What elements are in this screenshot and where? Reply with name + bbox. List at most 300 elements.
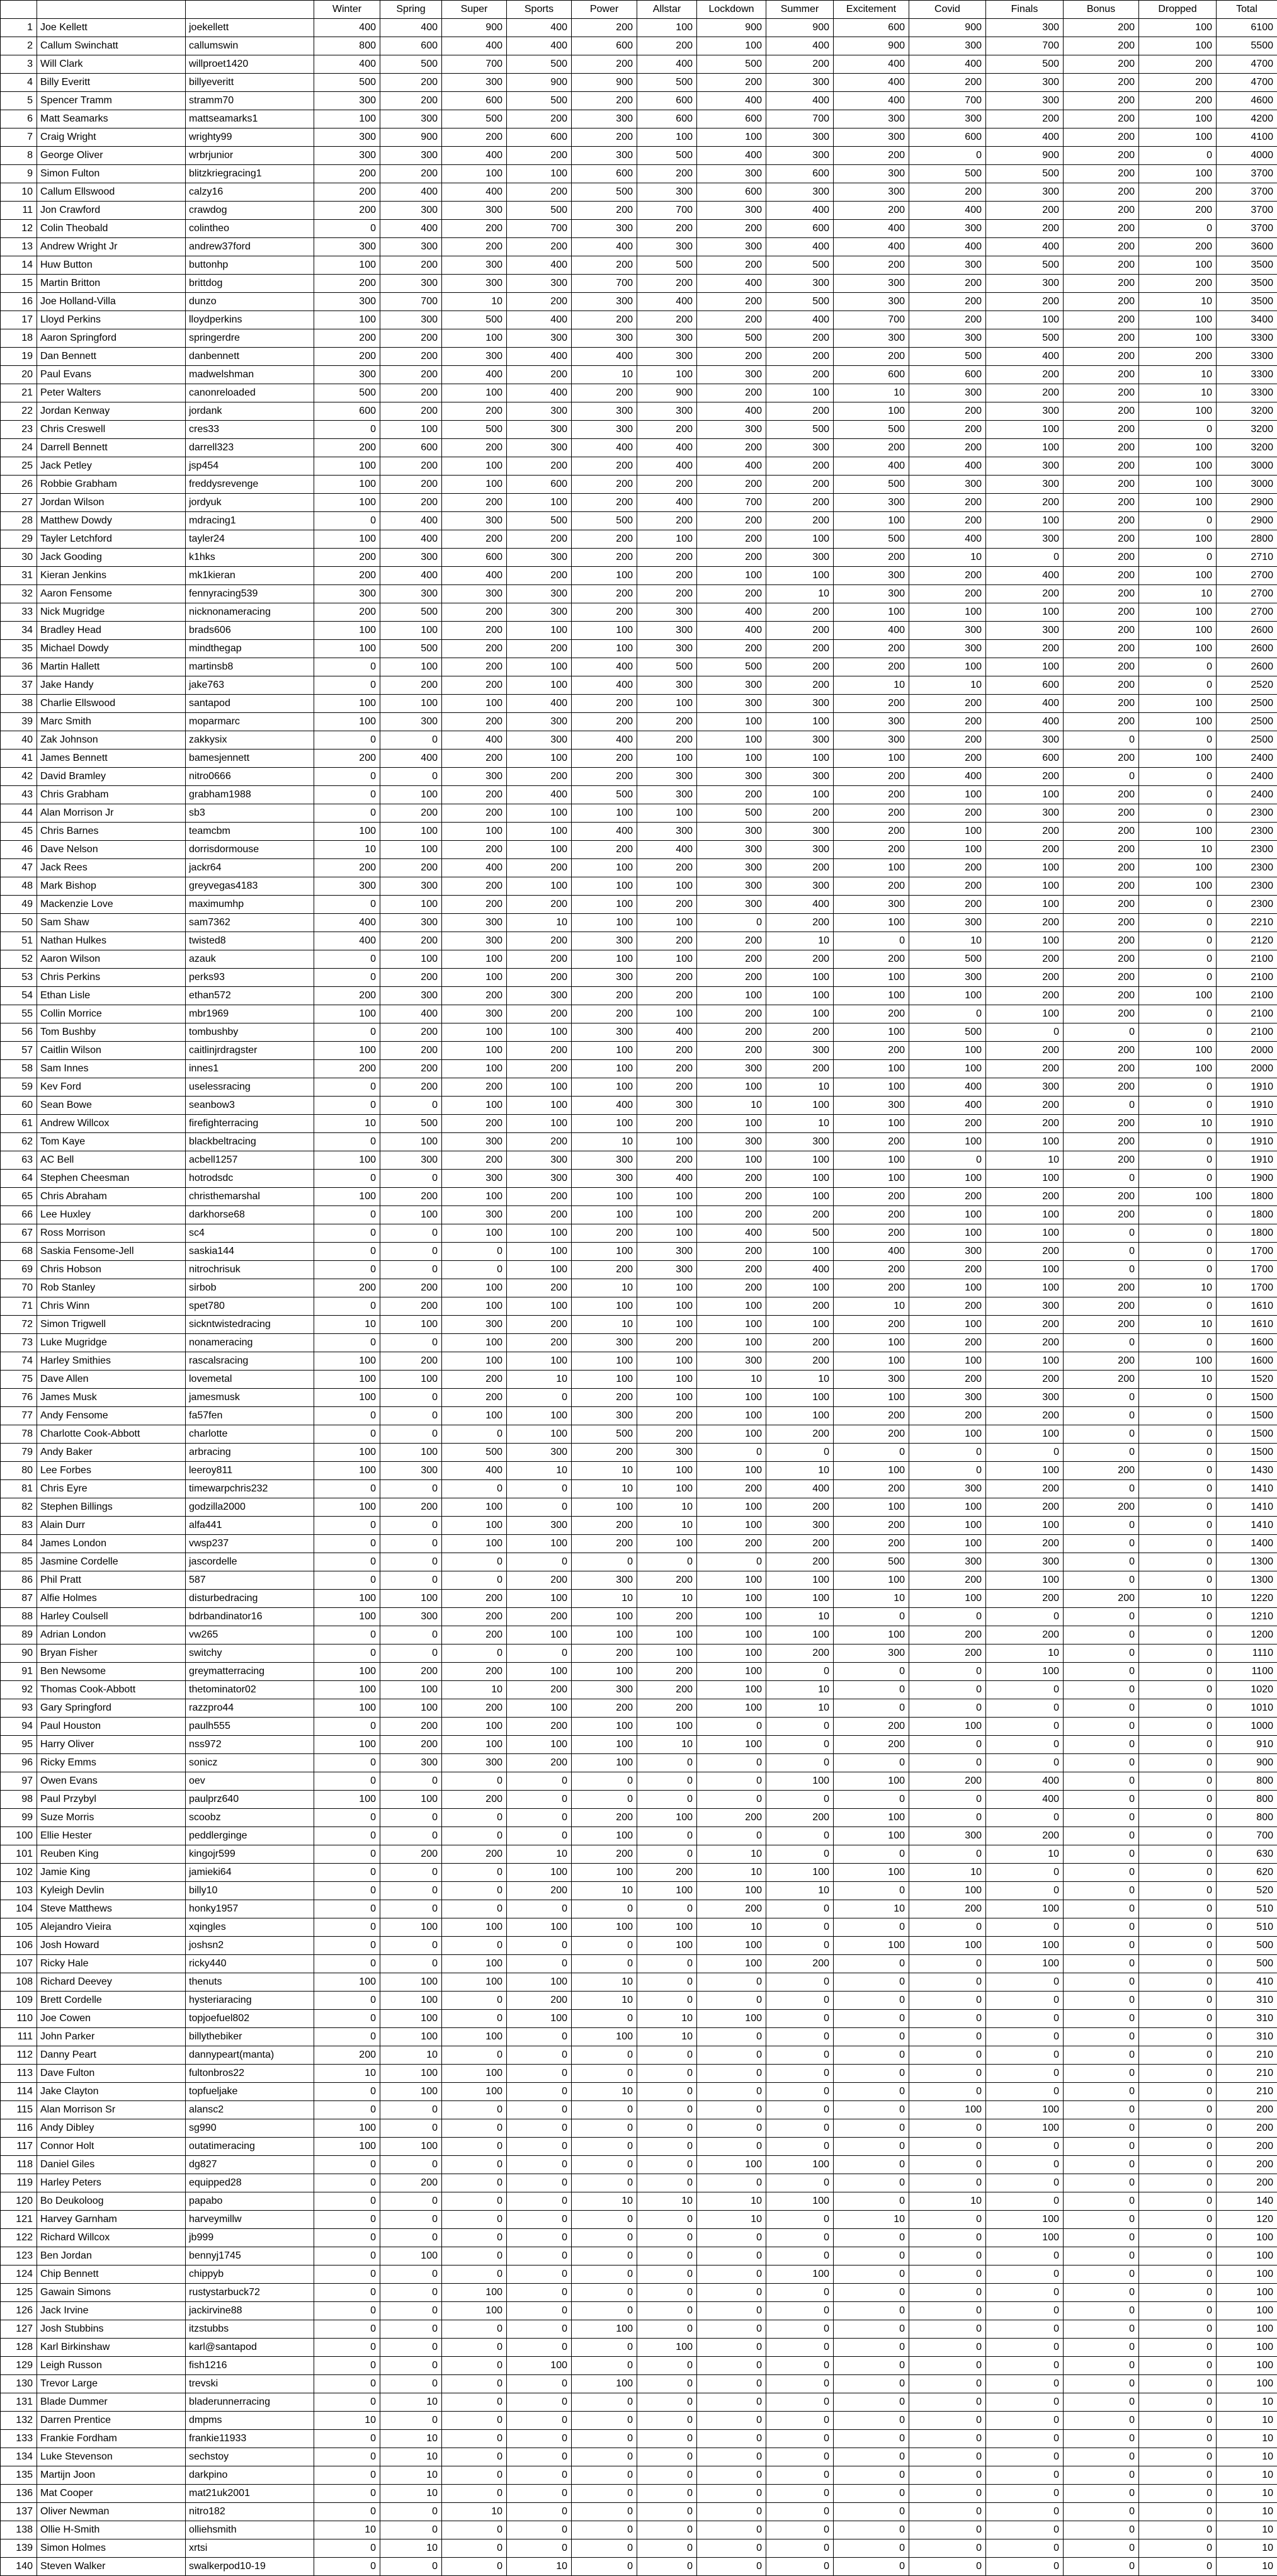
allstar-cell[interactable]: 400	[637, 293, 697, 311]
summer-cell[interactable]: 0	[766, 2101, 834, 2119]
sports-cell[interactable]: 200	[507, 567, 572, 585]
bonus-cell[interactable]: 0	[1064, 2412, 1139, 2430]
sports-cell[interactable]: 0	[507, 2119, 572, 2138]
finals-cell[interactable]: 300	[986, 804, 1064, 823]
finals-cell[interactable]: 0	[986, 2558, 1064, 2576]
bonus-cell[interactable]: 200	[1064, 676, 1139, 695]
rank-cell[interactable]: 119	[1, 2174, 37, 2192]
super-cell[interactable]: 500	[442, 421, 507, 439]
dropped-cell[interactable]: 0	[1139, 1297, 1217, 1316]
username-cell[interactable]: equipped28	[186, 2174, 314, 2192]
super-cell[interactable]: 100	[442, 2028, 507, 2046]
power-cell[interactable]: 400	[572, 1097, 637, 1115]
sports-cell[interactable]: 100	[507, 1115, 572, 1133]
covid-cell[interactable]: 0	[909, 2448, 986, 2466]
total-cell[interactable]: 1900	[1217, 1170, 1277, 1188]
lockdown-cell[interactable]: 300	[697, 841, 766, 859]
username-cell[interactable]: acbell1257	[186, 1151, 314, 1170]
winter-cell[interactable]: 100	[314, 1791, 380, 1809]
allstar-cell[interactable]: 200	[637, 165, 697, 183]
winter-cell[interactable]: 300	[314, 238, 380, 256]
covid-cell[interactable]: 200	[909, 1188, 986, 1206]
power-cell[interactable]: 0	[572, 1791, 637, 1809]
rank-cell[interactable]: 106	[1, 1937, 37, 1955]
power-cell[interactable]: 200	[572, 1444, 637, 1462]
power-cell[interactable]: 100	[572, 1371, 637, 1389]
lockdown-cell[interactable]: 100	[697, 1389, 766, 1407]
covid-cell[interactable]: 200	[909, 749, 986, 768]
rank-cell[interactable]: 9	[1, 165, 37, 183]
finals-cell[interactable]: 100	[986, 1005, 1064, 1023]
winter-cell[interactable]: 0	[314, 1937, 380, 1955]
lockdown-cell[interactable]: 100	[697, 2156, 766, 2174]
excitement-cell[interactable]: 200	[834, 549, 909, 567]
spring-cell[interactable]: 200	[380, 1279, 442, 1297]
summer-cell[interactable]: 200	[766, 55, 834, 74]
covid-cell[interactable]: 0	[909, 2302, 986, 2320]
spring-cell[interactable]: 0	[380, 1772, 442, 1791]
summer-cell[interactable]: 100	[766, 2156, 834, 2174]
bonus-cell[interactable]: 200	[1064, 1316, 1139, 1334]
excitement-cell[interactable]: 0	[834, 2339, 909, 2357]
total-cell[interactable]: 2000	[1217, 1060, 1277, 1078]
excitement-cell[interactable]: 100	[834, 402, 909, 421]
covid-cell[interactable]: 100	[909, 1425, 986, 1444]
name-cell[interactable]: Huw Button	[37, 256, 186, 275]
rank-cell[interactable]: 82	[1, 1498, 37, 1517]
finals-cell[interactable]: 200	[986, 1407, 1064, 1425]
winter-cell[interactable]: 10	[314, 2521, 380, 2539]
super-cell[interactable]: 0	[442, 1827, 507, 1845]
super-cell[interactable]: 100	[442, 695, 507, 713]
bonus-cell[interactable]: 200	[1064, 695, 1139, 713]
sports-cell[interactable]: 0	[507, 2265, 572, 2284]
bonus-cell[interactable]: 0	[1064, 2539, 1139, 2558]
finals-cell[interactable]: 0	[986, 1699, 1064, 1718]
allstar-cell[interactable]: 100	[637, 1809, 697, 1827]
power-cell[interactable]: 300	[572, 110, 637, 128]
username-cell[interactable]: lloydperkins	[186, 311, 314, 329]
header-bonus[interactable]: Bonus	[1064, 1, 1139, 19]
covid-cell[interactable]: 0	[909, 1955, 986, 1973]
rank-cell[interactable]: 17	[1, 311, 37, 329]
winter-cell[interactable]: 0	[314, 2503, 380, 2521]
excitement-cell[interactable]: 400	[834, 1243, 909, 1261]
finals-cell[interactable]: 0	[986, 2521, 1064, 2539]
spring-cell[interactable]: 300	[380, 877, 442, 896]
summer-cell[interactable]: 400	[766, 92, 834, 110]
allstar-cell[interactable]: 200	[637, 1864, 697, 1882]
excitement-cell[interactable]: 200	[834, 1736, 909, 1754]
rank-cell[interactable]: 36	[1, 658, 37, 676]
finals-cell[interactable]: 100	[986, 1663, 1064, 1681]
winter-cell[interactable]: 10	[314, 1115, 380, 1133]
name-cell[interactable]: Chris Hobson	[37, 1261, 186, 1279]
covid-cell[interactable]: 200	[909, 1115, 986, 1133]
super-cell[interactable]: 0	[442, 2412, 507, 2430]
sports-cell[interactable]: 10	[507, 1845, 572, 1864]
total-cell[interactable]: 1210	[1217, 1608, 1277, 1626]
dropped-cell[interactable]: 100	[1139, 603, 1217, 622]
total-cell[interactable]: 1300	[1217, 1571, 1277, 1590]
username-cell[interactable]: darrell323	[186, 439, 314, 457]
winter-cell[interactable]: 300	[314, 128, 380, 147]
total-cell[interactable]: 100	[1217, 2357, 1277, 2375]
rank-cell[interactable]: 30	[1, 549, 37, 567]
total-cell[interactable]: 2520	[1217, 676, 1277, 695]
username-cell[interactable]: moparmarc	[186, 713, 314, 731]
lockdown-cell[interactable]: 400	[697, 147, 766, 165]
power-cell[interactable]: 200	[572, 549, 637, 567]
summer-cell[interactable]: 0	[766, 2521, 834, 2539]
power-cell[interactable]: 10	[572, 2192, 637, 2211]
winter-cell[interactable]: 100	[314, 1005, 380, 1023]
bonus-cell[interactable]: 0	[1064, 1736, 1139, 1754]
power-cell[interactable]: 0	[572, 2010, 637, 2028]
covid-cell[interactable]: 500	[909, 1023, 986, 1042]
total-cell[interactable]: 1600	[1217, 1352, 1277, 1371]
covid-cell[interactable]: 200	[909, 713, 986, 731]
sports-cell[interactable]: 200	[507, 1754, 572, 1772]
spring-cell[interactable]: 200	[380, 1023, 442, 1042]
username-cell[interactable]: topjoefuel802	[186, 2010, 314, 2028]
finals-cell[interactable]: 100	[986, 1261, 1064, 1279]
allstar-cell[interactable]: 100	[637, 804, 697, 823]
finals-cell[interactable]: 300	[986, 457, 1064, 476]
power-cell[interactable]: 600	[572, 165, 637, 183]
total-cell[interactable]: 3200	[1217, 421, 1277, 439]
rank-cell[interactable]: 45	[1, 823, 37, 841]
total-cell[interactable]: 2300	[1217, 877, 1277, 896]
dropped-cell[interactable]: 200	[1139, 275, 1217, 293]
allstar-cell[interactable]: 0	[637, 1754, 697, 1772]
name-cell[interactable]: Jack Petley	[37, 457, 186, 476]
total-cell[interactable]: 210	[1217, 2046, 1277, 2065]
allstar-cell[interactable]: 300	[637, 768, 697, 786]
allstar-cell[interactable]: 200	[637, 512, 697, 530]
allstar-cell[interactable]: 300	[637, 603, 697, 622]
summer-cell[interactable]: 300	[766, 183, 834, 202]
bonus-cell[interactable]: 200	[1064, 293, 1139, 311]
summer-cell[interactable]: 400	[766, 202, 834, 220]
summer-cell[interactable]: 200	[766, 1334, 834, 1352]
dropped-cell[interactable]: 0	[1139, 1973, 1217, 1992]
lockdown-cell[interactable]: 0	[697, 2229, 766, 2247]
super-cell[interactable]: 0	[442, 1243, 507, 1261]
lockdown-cell[interactable]: 300	[697, 165, 766, 183]
username-cell[interactable]: vw265	[186, 1626, 314, 1644]
covid-cell[interactable]: 300	[909, 384, 986, 402]
winter-cell[interactable]: 200	[314, 1279, 380, 1297]
covid-cell[interactable]: 0	[909, 2174, 986, 2192]
power-cell[interactable]: 0	[572, 2174, 637, 2192]
sports-cell[interactable]: 700	[507, 220, 572, 238]
spring-cell[interactable]: 0	[380, 1170, 442, 1188]
total-cell[interactable]: 200	[1217, 2174, 1277, 2192]
summer-cell[interactable]: 0	[766, 1900, 834, 1918]
covid-cell[interactable]: 200	[909, 1334, 986, 1352]
allstar-cell[interactable]: 0	[637, 2412, 697, 2430]
dropped-cell[interactable]: 100	[1139, 567, 1217, 585]
power-cell[interactable]: 200	[572, 1517, 637, 1535]
rank-cell[interactable]: 138	[1, 2521, 37, 2539]
power-cell[interactable]: 10	[572, 1992, 637, 2010]
dropped-cell[interactable]: 0	[1139, 731, 1217, 749]
total-cell[interactable]: 2100	[1217, 969, 1277, 987]
total-cell[interactable]: 2400	[1217, 768, 1277, 786]
excitement-cell[interactable]: 200	[834, 1042, 909, 1060]
name-cell[interactable]: Jack Irvine	[37, 2302, 186, 2320]
username-cell[interactable]: lovemetal	[186, 1371, 314, 1389]
covid-cell[interactable]: 100	[909, 1517, 986, 1535]
power-cell[interactable]: 0	[572, 2466, 637, 2485]
winter-cell[interactable]: 200	[314, 1060, 380, 1078]
summer-cell[interactable]: 100	[766, 1316, 834, 1334]
bonus-cell[interactable]: 200	[1064, 658, 1139, 676]
name-cell[interactable]: Jack Rees	[37, 859, 186, 877]
covid-cell[interactable]: 100	[909, 1224, 986, 1243]
name-cell[interactable]: Danny Peart	[37, 2046, 186, 2065]
finals-cell[interactable]: 0	[986, 2174, 1064, 2192]
summer-cell[interactable]: 200	[766, 950, 834, 969]
sports-cell[interactable]: 0	[507, 2320, 572, 2339]
sports-cell[interactable]: 400	[507, 348, 572, 366]
power-cell[interactable]: 200	[572, 384, 637, 402]
finals-cell[interactable]: 0	[986, 2156, 1064, 2174]
dropped-cell[interactable]: 10	[1139, 1590, 1217, 1608]
bonus-cell[interactable]: 0	[1064, 2375, 1139, 2393]
dropped-cell[interactable]: 0	[1139, 1791, 1217, 1809]
total-cell[interactable]: 3700	[1217, 202, 1277, 220]
sports-cell[interactable]: 300	[507, 987, 572, 1005]
super-cell[interactable]: 0	[442, 2156, 507, 2174]
sports-cell[interactable]: 10	[507, 2558, 572, 2576]
spring-cell[interactable]: 500	[380, 640, 442, 658]
username-cell[interactable]: jamesmusk	[186, 1389, 314, 1407]
excitement-cell[interactable]: 100	[834, 1462, 909, 1480]
lockdown-cell[interactable]: 100	[697, 1334, 766, 1352]
dropped-cell[interactable]: 0	[1139, 2211, 1217, 2229]
spring-cell[interactable]: 100	[380, 1316, 442, 1334]
bonus-cell[interactable]: 0	[1064, 1663, 1139, 1681]
finals-cell[interactable]: 0	[986, 2466, 1064, 2485]
excitement-cell[interactable]: 200	[834, 1188, 909, 1206]
winter-cell[interactable]: 0	[314, 2320, 380, 2339]
super-cell[interactable]: 200	[442, 896, 507, 914]
super-cell[interactable]: 300	[442, 348, 507, 366]
username-cell[interactable]: joshsn2	[186, 1937, 314, 1955]
dropped-cell[interactable]: 10	[1139, 841, 1217, 859]
excitement-cell[interactable]: 0	[834, 2229, 909, 2247]
sports-cell[interactable]: 0	[507, 2430, 572, 2448]
sports-cell[interactable]: 0	[507, 1553, 572, 1571]
finals-cell[interactable]: 100	[986, 603, 1064, 622]
finals-cell[interactable]: 500	[986, 256, 1064, 275]
bonus-cell[interactable]: 0	[1064, 1955, 1139, 1973]
dropped-cell[interactable]: 0	[1139, 2466, 1217, 2485]
header-total[interactable]: Total	[1217, 1, 1277, 19]
rank-cell[interactable]: 51	[1, 932, 37, 950]
finals-cell[interactable]: 0	[986, 2265, 1064, 2284]
bonus-cell[interactable]: 200	[1064, 1206, 1139, 1224]
lockdown-cell[interactable]: 100	[697, 1590, 766, 1608]
total-cell[interactable]: 3700	[1217, 220, 1277, 238]
rank-cell[interactable]: 96	[1, 1754, 37, 1772]
winter-cell[interactable]: 0	[314, 1553, 380, 1571]
spring-cell[interactable]: 600	[380, 37, 442, 55]
covid-cell[interactable]: 100	[909, 1535, 986, 1553]
lockdown-cell[interactable]: 400	[697, 402, 766, 421]
bonus-cell[interactable]: 0	[1064, 1389, 1139, 1407]
summer-cell[interactable]: 0	[766, 2119, 834, 2138]
spring-cell[interactable]: 200	[380, 1297, 442, 1316]
spring-cell[interactable]: 0	[380, 1882, 442, 1900]
sports-cell[interactable]: 100	[507, 494, 572, 512]
allstar-cell[interactable]: 300	[637, 183, 697, 202]
sports-cell[interactable]: 200	[507, 110, 572, 128]
sports-cell[interactable]: 200	[507, 932, 572, 950]
spring-cell[interactable]: 400	[380, 749, 442, 768]
power-cell[interactable]: 200	[572, 128, 637, 147]
super-cell[interactable]: 100	[442, 2302, 507, 2320]
power-cell[interactable]: 200	[572, 202, 637, 220]
bonus-cell[interactable]: 0	[1064, 2503, 1139, 2521]
covid-cell[interactable]: 100	[909, 1206, 986, 1224]
spring-cell[interactable]: 100	[380, 841, 442, 859]
spring-cell[interactable]: 200	[380, 329, 442, 348]
winter-cell[interactable]: 100	[314, 476, 380, 494]
name-cell[interactable]: Jake Handy	[37, 676, 186, 695]
bonus-cell[interactable]: 200	[1064, 950, 1139, 969]
rank-cell[interactable]: 104	[1, 1900, 37, 1918]
power-cell[interactable]: 200	[572, 457, 637, 476]
total-cell[interactable]: 10	[1217, 2412, 1277, 2430]
spring-cell[interactable]: 500	[380, 603, 442, 622]
sports-cell[interactable]: 200	[507, 457, 572, 476]
allstar-cell[interactable]: 100	[637, 950, 697, 969]
covid-cell[interactable]: 200	[909, 512, 986, 530]
total-cell[interactable]: 4100	[1217, 128, 1277, 147]
spring-cell[interactable]: 0	[380, 2503, 442, 2521]
name-cell[interactable]: Charlie Ellswood	[37, 695, 186, 713]
total-cell[interactable]: 1010	[1217, 1699, 1277, 1718]
allstar-cell[interactable]: 0	[637, 2083, 697, 2101]
dropped-cell[interactable]: 0	[1139, 1918, 1217, 1937]
dropped-cell[interactable]: 0	[1139, 1261, 1217, 1279]
username-cell[interactable]: dunzo	[186, 293, 314, 311]
summer-cell[interactable]: 100	[766, 1590, 834, 1608]
winter-cell[interactable]: 100	[314, 1389, 380, 1407]
finals-cell[interactable]: 100	[986, 439, 1064, 457]
name-cell[interactable]: Oliver Newman	[37, 2503, 186, 2521]
power-cell[interactable]: 900	[572, 74, 637, 92]
sports-cell[interactable]: 0	[507, 2083, 572, 2101]
winter-cell[interactable]: 0	[314, 731, 380, 749]
super-cell[interactable]: 100	[442, 1918, 507, 1937]
excitement-cell[interactable]: 100	[834, 1151, 909, 1170]
excitement-cell[interactable]: 0	[834, 2065, 909, 2083]
excitement-cell[interactable]: 100	[834, 1809, 909, 1827]
winter-cell[interactable]: 0	[314, 2539, 380, 2558]
allstar-cell[interactable]: 100	[637, 1389, 697, 1407]
bonus-cell[interactable]: 200	[1064, 110, 1139, 128]
finals-cell[interactable]: 0	[986, 2065, 1064, 2083]
excitement-cell[interactable]: 0	[834, 1955, 909, 1973]
allstar-cell[interactable]: 100	[637, 1279, 697, 1297]
super-cell[interactable]: 400	[442, 366, 507, 384]
name-cell[interactable]: Bryan Fisher	[37, 1644, 186, 1663]
winter-cell[interactable]: 100	[314, 1608, 380, 1626]
spring-cell[interactable]: 0	[380, 731, 442, 749]
total-cell[interactable]: 630	[1217, 1845, 1277, 1864]
dropped-cell[interactable]: 100	[1139, 165, 1217, 183]
excitement-cell[interactable]: 200	[834, 1316, 909, 1334]
username-cell[interactable]: mat21uk2001	[186, 2485, 314, 2503]
rank-cell[interactable]: 128	[1, 2339, 37, 2357]
lockdown-cell[interactable]: 0	[697, 2412, 766, 2430]
lockdown-cell[interactable]: 0	[697, 2119, 766, 2138]
excitement-cell[interactable]: 0	[834, 2393, 909, 2412]
spring-cell[interactable]: 100	[380, 1590, 442, 1608]
winter-cell[interactable]: 0	[314, 1900, 380, 1918]
username-cell[interactable]: darkhorse68	[186, 1206, 314, 1224]
lockdown-cell[interactable]: 200	[697, 1480, 766, 1498]
allstar-cell[interactable]: 200	[637, 731, 697, 749]
allstar-cell[interactable]: 100	[637, 1644, 697, 1663]
rank-cell[interactable]: 19	[1, 348, 37, 366]
dropped-cell[interactable]: 200	[1139, 74, 1217, 92]
covid-cell[interactable]: 0	[909, 1791, 986, 1809]
excitement-cell[interactable]: 100	[834, 1864, 909, 1882]
super-cell[interactable]: 100	[442, 1297, 507, 1316]
sports-cell[interactable]: 0	[507, 2284, 572, 2302]
name-cell[interactable]: Caitlin Wilson	[37, 1042, 186, 1060]
lockdown-cell[interactable]: 100	[697, 1882, 766, 1900]
total-cell[interactable]: 4700	[1217, 74, 1277, 92]
summer-cell[interactable]: 100	[766, 1864, 834, 1882]
spring-cell[interactable]: 0	[380, 2284, 442, 2302]
dropped-cell[interactable]: 0	[1139, 1772, 1217, 1791]
finals-cell[interactable]: 200	[986, 1243, 1064, 1261]
username-cell[interactable]: martinsb8	[186, 658, 314, 676]
excitement-cell[interactable]: 200	[834, 786, 909, 804]
winter-cell[interactable]: 0	[314, 1918, 380, 1937]
rank-cell[interactable]: 31	[1, 567, 37, 585]
bonus-cell[interactable]: 0	[1064, 1608, 1139, 1626]
excitement-cell[interactable]: 300	[834, 110, 909, 128]
spring-cell[interactable]: 900	[380, 128, 442, 147]
power-cell[interactable]: 0	[572, 2412, 637, 2430]
lockdown-cell[interactable]: 300	[697, 202, 766, 220]
finals-cell[interactable]: 400	[986, 695, 1064, 713]
sports-cell[interactable]: 100	[507, 1864, 572, 1882]
finals-cell[interactable]: 100	[986, 932, 1064, 950]
summer-cell[interactable]: 10	[766, 1608, 834, 1626]
sports-cell[interactable]: 100	[507, 1352, 572, 1371]
excitement-cell[interactable]: 100	[834, 987, 909, 1005]
rank-cell[interactable]: 71	[1, 1297, 37, 1316]
spring-cell[interactable]: 0	[380, 1644, 442, 1663]
total-cell[interactable]: 1700	[1217, 1243, 1277, 1261]
sports-cell[interactable]: 300	[507, 1170, 572, 1188]
super-cell[interactable]: 200	[442, 530, 507, 549]
winter-cell[interactable]: 100	[314, 256, 380, 275]
covid-cell[interactable]: 0	[909, 1663, 986, 1681]
winter-cell[interactable]: 100	[314, 1352, 380, 1371]
bonus-cell[interactable]: 200	[1064, 238, 1139, 256]
summer-cell[interactable]: 0	[766, 1827, 834, 1845]
total-cell[interactable]: 1500	[1217, 1407, 1277, 1425]
